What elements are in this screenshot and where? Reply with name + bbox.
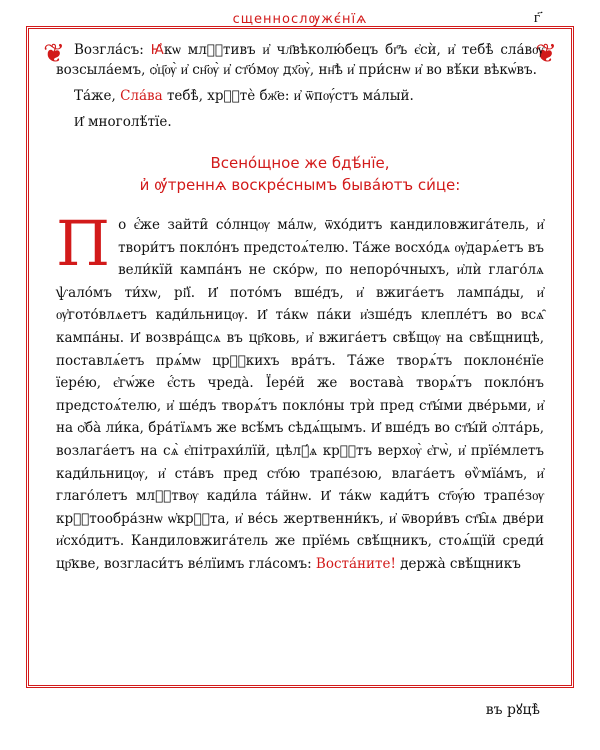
catchword: въ рꙋцѣ̀ xyxy=(485,702,540,718)
rubric-line-2: и҆ ѹ҆́треннѧ воскре́снымъ быва́ютъ си́це: xyxy=(139,176,461,194)
exclamation-text: кѡ млⷭ҇тивъ и҆ чл҃вѣколю́бецъ бг҃ъ є҆сѝ, и҆ тебѣ̀ сла́вѹ возсыла́емъ, ѻ҆ц҃ѹ̀ и҆ сн҃ѹ̀ и҆ ст҃о́мѹ дх҃ѹ̀, нн҃ѣ и҆ при́снѡ и҆ во вѣ́ки вѣкѡ́въ. xyxy=(56,42,544,78)
corner-ornament-icon: ❦ xyxy=(535,39,557,69)
exclamation-lead: Возгла́съ: xyxy=(74,42,144,58)
main-text-tail: держа̀ свѣ́щникъ xyxy=(400,555,521,572)
paragraph-polychronion xyxy=(56,112,544,132)
main-rubric-paragraph xyxy=(56,207,544,576)
main-text: о є҆́же зайти̑ со́лнцѹ ма́лѡ, ѿхо́дитъ кандиловжига́тель, и҆ твори́тъ покло́нъ предстоѧ́телю. Та́же воcхо́дѧ ѹ҆дарѧ́етъ въ вели́кїй кампа́нъ не ско́рѡ, по непоро́чныхъ, и҆лѝ глаго́лѧ ѱало́мъ ти́хѡ, рі҃ї. И҆ пото́мъ вше́дъ, и҆ вжига́етъ лампа́ды, и҆ ѹ҆гото́влѧетъ кади́льницѹ. И҆ та́кѡ па́ки и҆зше́дъ клепле́тъ во всѧ̑ кампа́ны. И҆ возвра́щсѧ въ цр҃ковь, и҆ вжига́етъ свѣ́щѹ на свѣ́щницѣ, поставлѧ́етъ прѧ́мѡ црⷭ҇кихъ вра́тъ. Та́же творѧ́тъ поклонє́нїе їере́ю, є҆гѡ́же є҆́сть чреда̀. Їере́й же востава̀ творѧ́тъ покло́нъ предстоѧ́телю, и҆ ше́дъ творѧ́тъ покло́ны трѝ пред ст҃ы́ми две́рьми, и҆ на ѻ҆ба̀ ли́ка, бра́тїѧмъ же всѣ́мъ сѣдѧ́щымъ. И҆ вше́дъ во ст҃ы́й ѻ҆лта́рь, возлага́етъ на сѧ̀ є҆пітрахи́лїй, цѣлꙋ́ѧ крⷭ҇тъ верхѹ̀ є҆гѡ̀, и҆ прїе́млетъ кади́льницѹ, и҆ ста́въ пред ст҃о́ю трапе́зою, влага́етъ ѳѷмїа́мъ, и҆ глаго́летъ млⷭ҇твѹ кади́ла та́йнѡ. И҆ та́кѡ кади́тъ ст҃ѹ́ю трапе́зѹ крⷭ҇тообра́знѡ ѡ҆крⷭ҇та, и҆ ве́сь жертвенни́къ, и҆ ѿвори́въ ст҃ы̑ѧ две́ри и҆схо́дитъ. Кандиловжига́тель же прїе́мь свѣ́щникъ, стоѧ́щїй среди́ цр҃кве, возгласи́тъ ве́лїимъ гла́сомъ: xyxy=(56,217,544,572)
dismissal-text: тебѣ̀, хрⷭ҇тѐ бж҃е: и҆ ѿпѹ́стъ ма́лый. xyxy=(166,88,414,104)
drop-cap: П xyxy=(56,207,111,280)
rubric-line-1: Всено́щное же бдѣ́нїе, xyxy=(210,154,390,172)
polychronion-text: И҆ многолѣ́тїе. xyxy=(74,114,172,130)
page-number: г҃ xyxy=(533,8,540,26)
paragraph-exclamation xyxy=(56,40,544,80)
section-rubric xyxy=(56,152,544,196)
red-word-arise: Воста́ните! xyxy=(315,555,396,572)
dismissal-lead: Та́же, xyxy=(74,88,116,104)
red-word-glory: Сла́ва xyxy=(120,88,163,104)
corner-ornament-icon: ❦ xyxy=(43,39,65,69)
running-head: сщенносл​ѹжє́нїѧ xyxy=(232,12,368,27)
paragraph-dismissal xyxy=(56,86,544,106)
page-content xyxy=(56,40,544,582)
red-initial: Ꙗ҆ xyxy=(150,42,164,58)
